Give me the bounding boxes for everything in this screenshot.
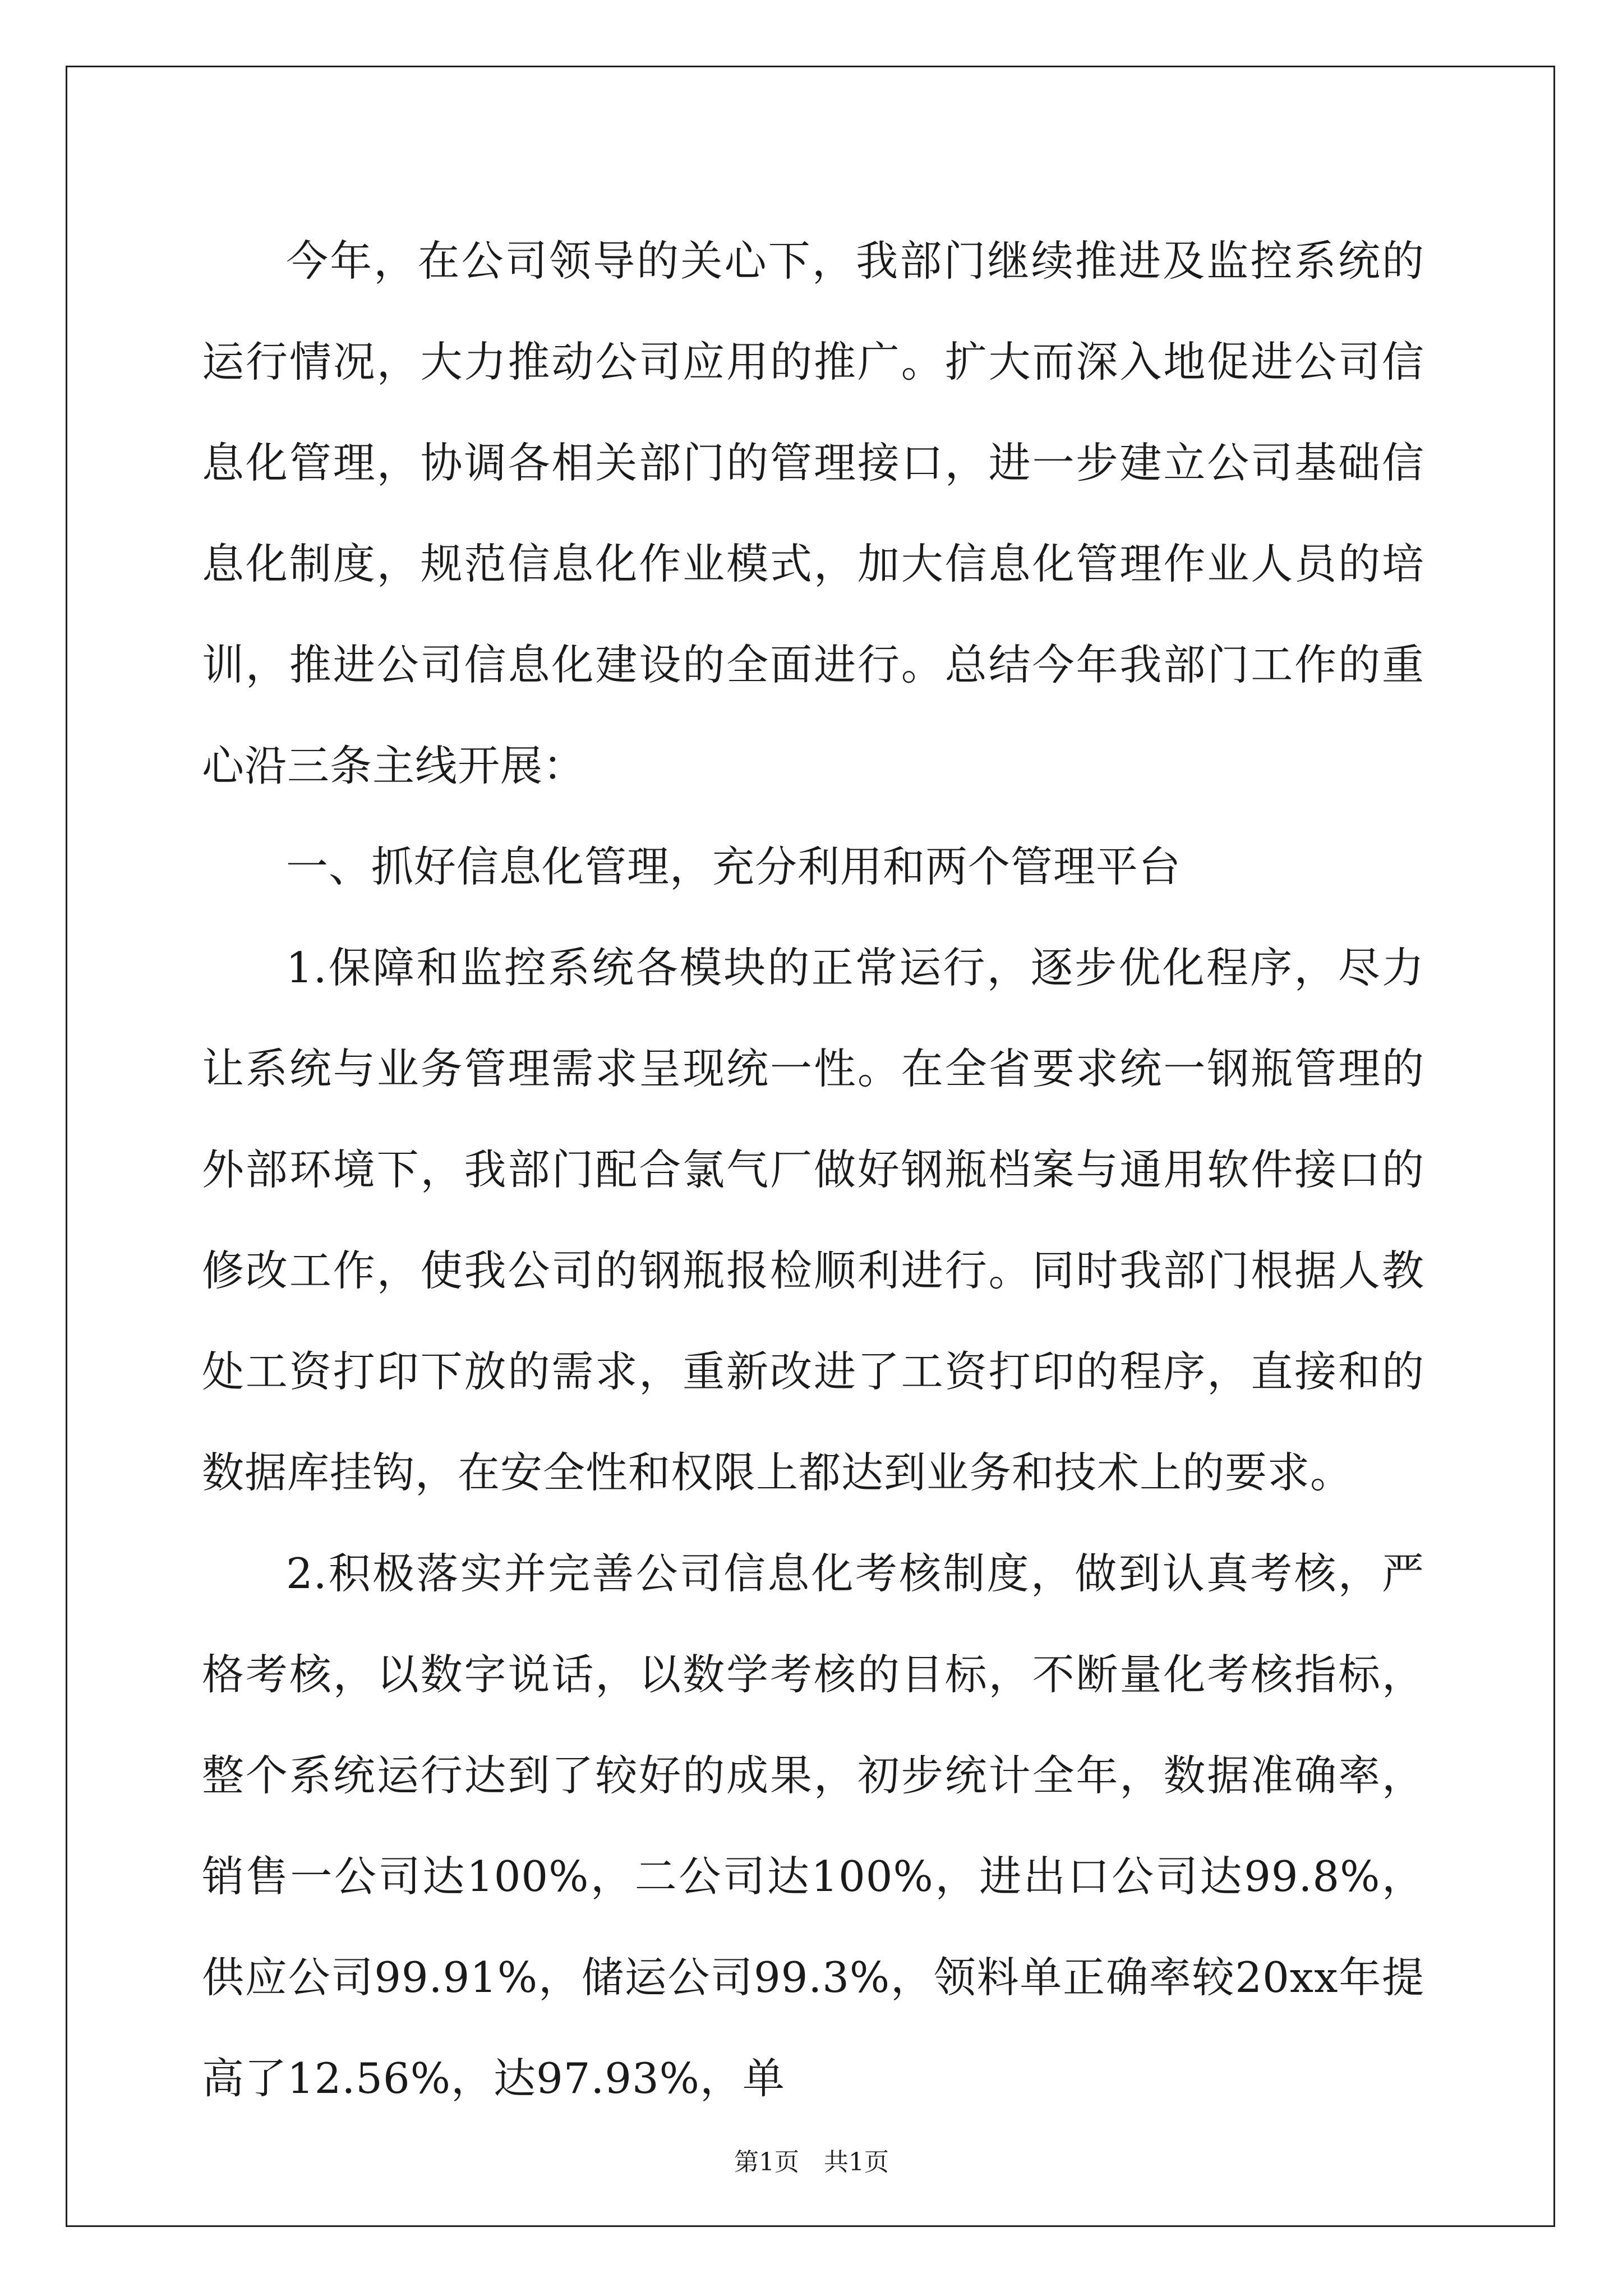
paragraph-intro: 今年，在公司领导的关心下，我部门继续推进及监控系统的运行情况，大力推动公司应用的推广。扩大而深入地促进公司信息化管理，协调各相关部门的管理接口，进一步建立公司基础信息化制度，规范信息化作业模式，加大信息化管理作业人员的培训，推进公司信息化建设的全面进行。总结今年我部门工作的重心沿三条主线开展： (202, 236, 1424, 790)
paragraph-item-2: 2.积极落实并完善公司信息化考核制度，做到认真考核，严格考核，以数字说话，以数学考核的目标，不断量化考核指标，整个系统运行达到了较好的成果，初步统计全年，数据准确率，销售一公司达100%，二公司达100%，进出口公司达99.8%，供应公司99.91%，储运公司99.3%，领料单正确率较20xx年提高了12.56%，达97.93%，单 (202, 1549, 1424, 2103)
page-footer: 第1页 共1页 (734, 2148, 889, 2177)
paragraph-item-1: 1.保障和监控系统各模块的正常运行，逐步优化程序，尽力让系统与业务管理需求呈现统一性。在全省要求统一钢瓶管理的外部环境下，我部门配合氯气厂做好钢瓶档案与通用软件接口的修改工作，使我公司的钢瓶报检顺利进行。同时我部门根据人教处工资打印下放的需求，重新改进了工资打印的程序，直接和的数据库挂钩，在安全性和权限上都达到业务和技术上的要求。 (202, 943, 1424, 1497)
document-body (202, 210, 1424, 2129)
section-heading-1: 一、抓好信息化管理，充分利用和两个管理平台 (286, 842, 1182, 891)
